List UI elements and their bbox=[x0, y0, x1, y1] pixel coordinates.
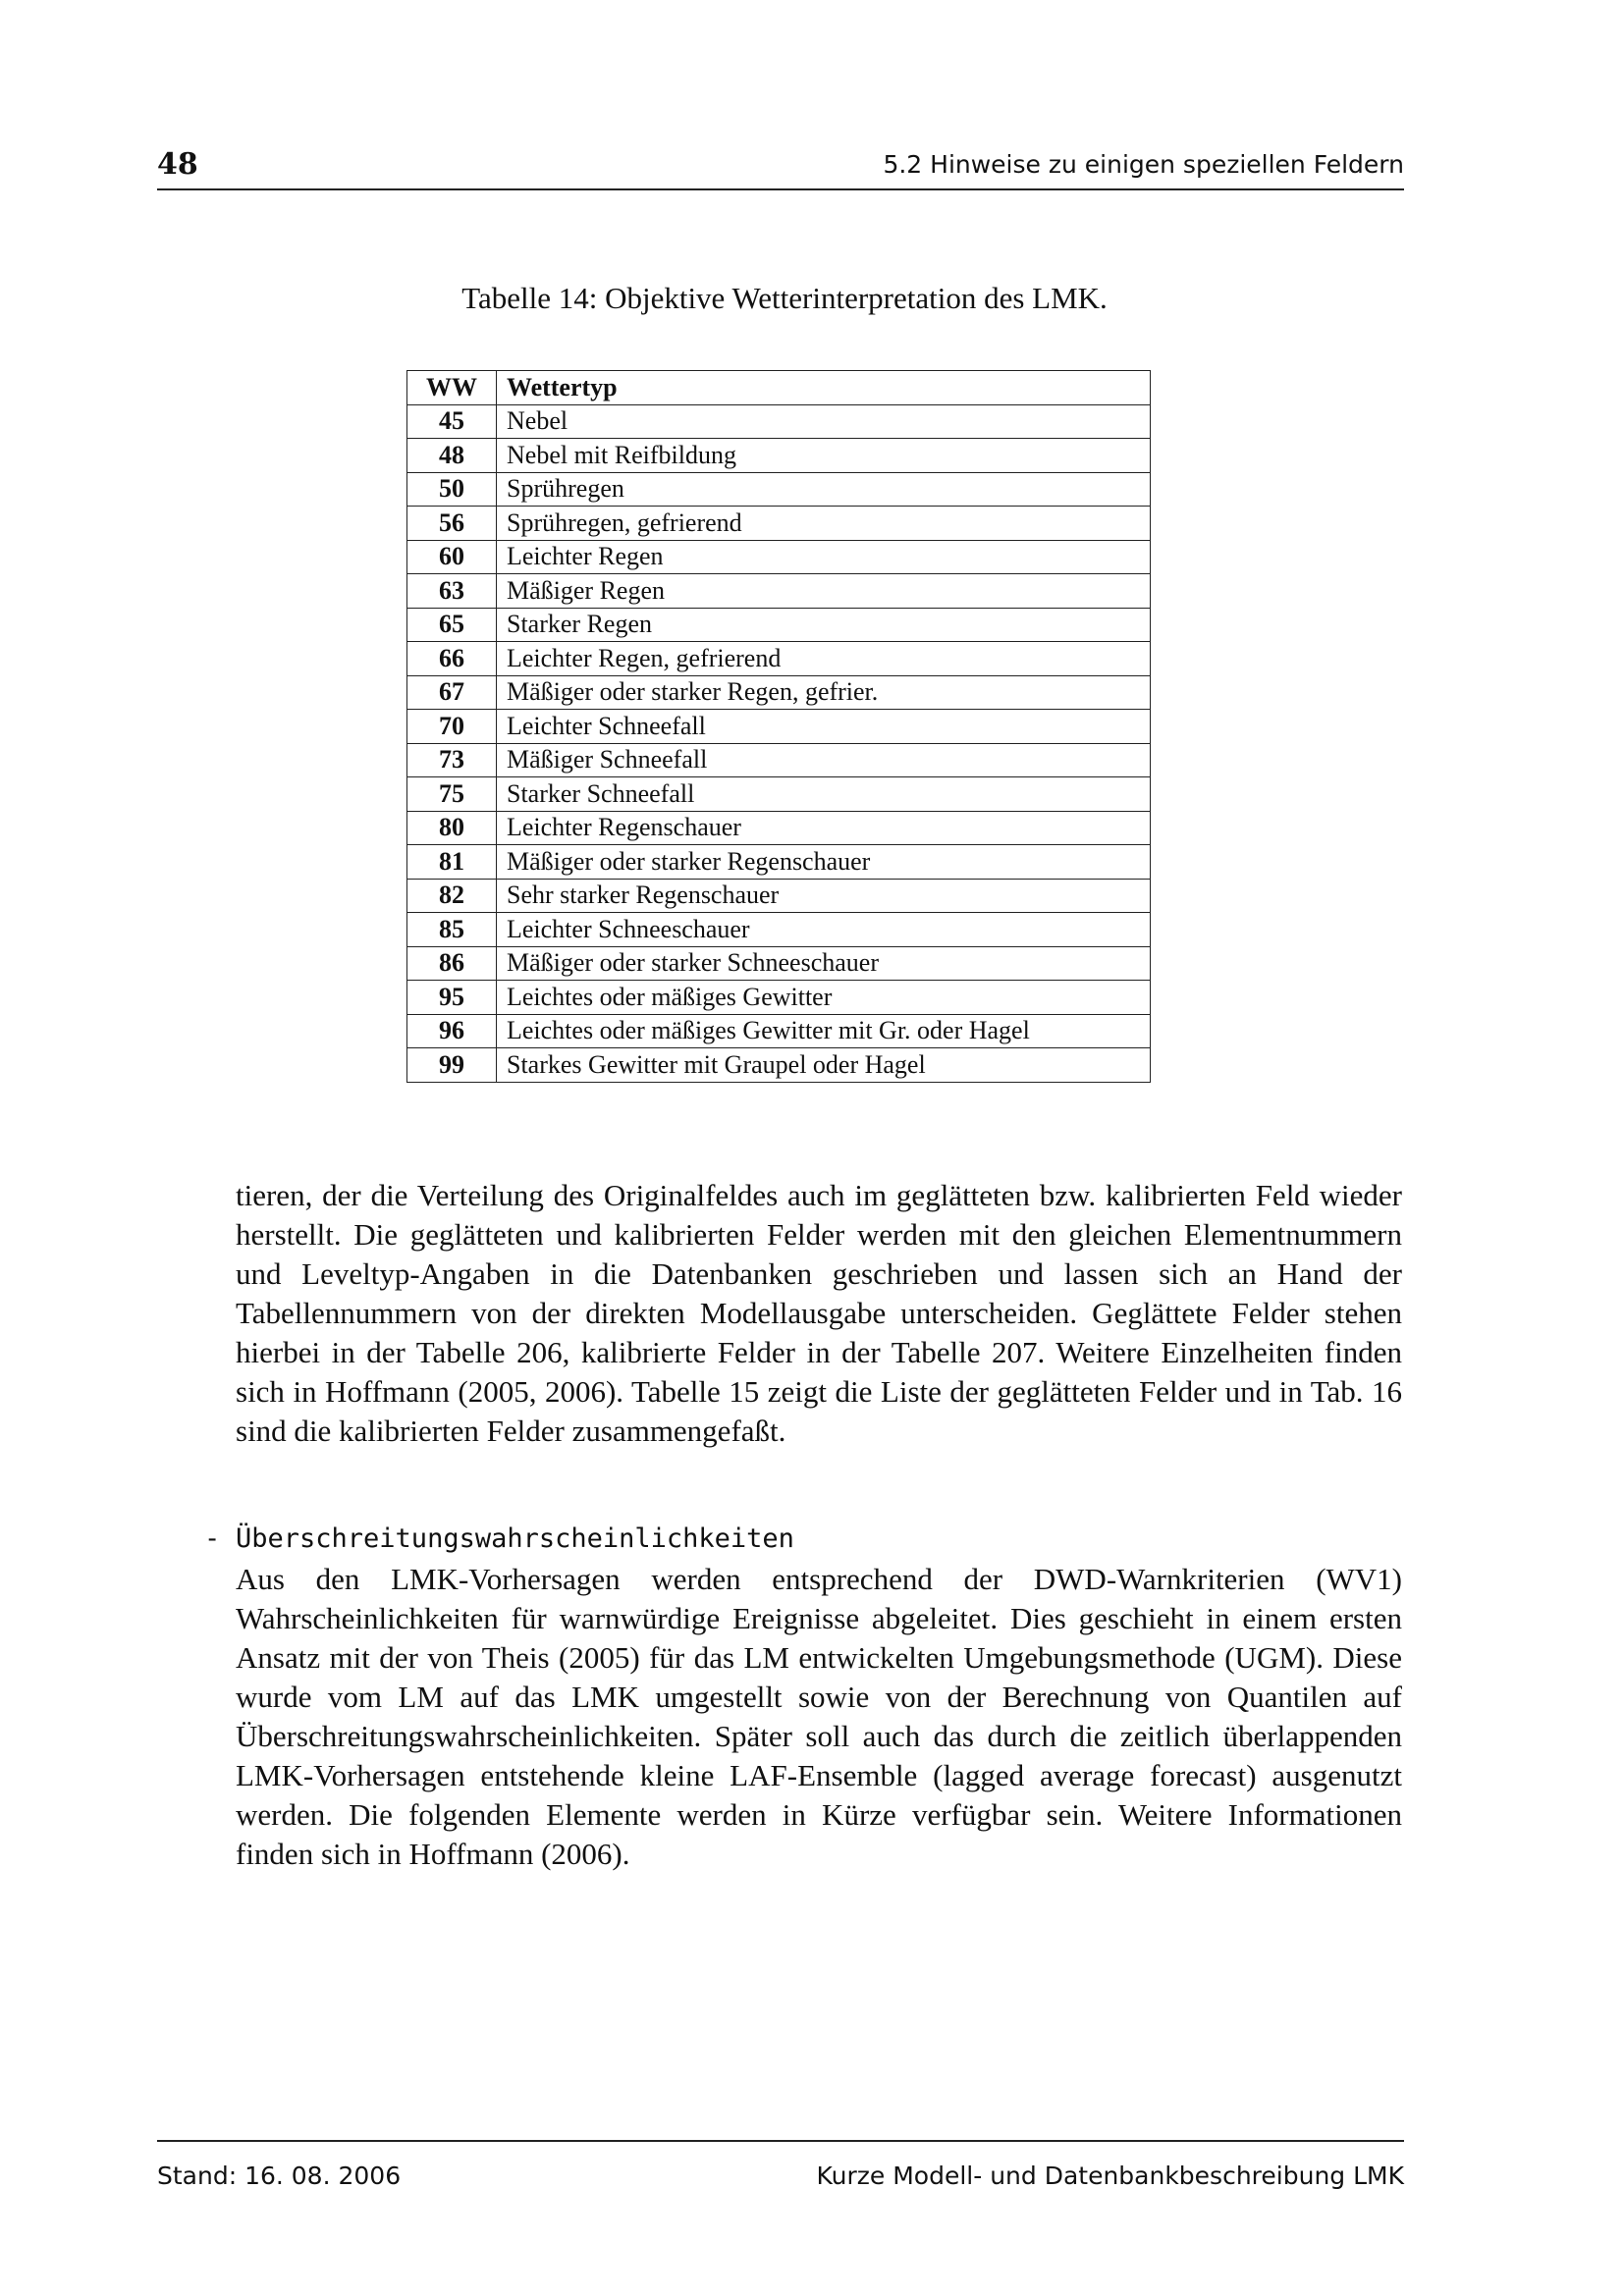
table-row bbox=[407, 608, 1151, 642]
bullet-heading: Überschreitungswahrscheinlichkeiten bbox=[236, 1523, 794, 1554]
table-row bbox=[407, 710, 1151, 744]
ww-code-cell: 63 bbox=[407, 574, 497, 609]
weather-type-table bbox=[406, 370, 1151, 1083]
weather-type-cell: Leichtes oder mäßiges Gewitter bbox=[497, 981, 1151, 1015]
ww-code-cell: 85 bbox=[407, 913, 497, 947]
page-number: 48 bbox=[157, 147, 198, 182]
weather-type-cell: Mäßiger Regen bbox=[497, 574, 1151, 609]
column-header-ww: WW bbox=[407, 371, 497, 405]
table-row bbox=[407, 777, 1151, 812]
ww-code-cell: 48 bbox=[407, 439, 497, 473]
table-row bbox=[407, 981, 1151, 1015]
table-caption: Tabelle 14: Objektive Wetterinterpretation des LMK. bbox=[461, 281, 1108, 315]
ww-code-cell: 56 bbox=[407, 507, 497, 541]
paragraph-1: tieren, der die Verteilung des Originalfeldes auch im geglätteten bzw. kalibrierten Feld wieder herstellt. Die geglätteten und kalibrierten Felder werden mit den gleichen Elementnummern und Leveltyp-Angaben in die Datenbanken geschrieben und lassen sich an Hand der Tabellennummern von der direkten Modellausgabe unterscheiden. Geglättete Felder stehen hierbei in der Tabelle 206, kalibrierte Felder in der Tabelle 207. Weitere Einzelheiten finden sich in Hoffmann (2005, 2006). Tabelle 15 zeigt die Liste der geglätteten Felder und in Tab. 16 sind die kalibrierten Felder zusammengefaßt. bbox=[236, 1178, 1402, 1448]
weather-type-cell: Leichter Regenschauer bbox=[497, 811, 1151, 845]
weather-type-cell: Mäßiger oder starker Schneeschauer bbox=[497, 946, 1151, 981]
ww-code-cell: 65 bbox=[407, 608, 497, 642]
table-header-row bbox=[407, 371, 1151, 405]
ww-code-cell: 96 bbox=[407, 1014, 497, 1048]
table-row bbox=[407, 743, 1151, 777]
table-row bbox=[407, 642, 1151, 676]
ww-code-cell: 50 bbox=[407, 472, 497, 507]
ww-code-cell: 80 bbox=[407, 811, 497, 845]
ww-code-cell: 70 bbox=[407, 710, 497, 744]
ww-code-cell: 95 bbox=[407, 981, 497, 1015]
table-row bbox=[407, 472, 1151, 507]
ww-code-cell: 73 bbox=[407, 743, 497, 777]
weather-type-cell: Sprühregen, gefrierend bbox=[497, 507, 1151, 541]
paragraph-2: Aus den LMK-Vorhersagen werden entsprechend der DWD-Warnkriterien (WV1) Wahrscheinlichkeiten für warnwürdige Ereignisse abgeleitet. Dies geschieht in einem ersten Ansatz mit der von Theis (2005) für das LM entwickelten Umgebungsmethode (UGM). Diese wurde vom LM auf das LMK umgestellt sowie von der Berechnung von Quantilen auf Überschreitungswahrscheinlichkeiten. Später soll auch das durch die zeitlich überlappenden LMK-Vorhersagen entstehende kleine LAF-Ensemble (lagged average forecast) ausgenutzt werden. Die folgenden Elemente werden in Kürze verfügbar sein. Weitere Informationen finden sich in Hoffmann (2006). bbox=[236, 1562, 1402, 1871]
table-row bbox=[407, 946, 1151, 981]
table-row bbox=[407, 675, 1151, 710]
weather-type-cell: Leichtes oder mäßiges Gewitter mit Gr. oder Hagel bbox=[497, 1014, 1151, 1048]
page-footer bbox=[157, 2140, 1404, 2201]
ww-code-cell: 66 bbox=[407, 642, 497, 676]
ww-code-cell: 99 bbox=[407, 1048, 497, 1083]
table-row bbox=[407, 879, 1151, 913]
ww-code-cell: 45 bbox=[407, 404, 497, 439]
page-header bbox=[157, 145, 1404, 190]
table-row bbox=[407, 913, 1151, 947]
weather-type-cell: Starkes Gewitter mit Graupel oder Hagel bbox=[497, 1048, 1151, 1083]
table-row bbox=[407, 404, 1151, 439]
table-row bbox=[407, 439, 1151, 473]
table-body bbox=[407, 404, 1151, 1082]
section-title: 5.2 Hinweise zu einigen speziellen Feldern bbox=[883, 150, 1404, 179]
table-row bbox=[407, 540, 1151, 574]
weather-type-cell: Sprühregen bbox=[497, 472, 1151, 507]
table-row bbox=[407, 1048, 1151, 1083]
weather-type-cell: Starker Regen bbox=[497, 608, 1151, 642]
weather-type-cell: Leichter Schneeschauer bbox=[497, 913, 1151, 947]
ww-code-cell: 60 bbox=[407, 540, 497, 574]
weather-type-cell: Mäßiger oder starker Regenschauer bbox=[497, 845, 1151, 880]
weather-type-cell: Mäßiger Schneefall bbox=[497, 743, 1151, 777]
ww-code-cell: 67 bbox=[407, 675, 497, 710]
weather-type-cell: Mäßiger oder starker Regen, gefrier. bbox=[497, 675, 1151, 710]
weather-type-cell: Leichter Schneefall bbox=[497, 710, 1151, 744]
weather-type-cell: Nebel bbox=[497, 404, 1151, 439]
table-row bbox=[407, 574, 1151, 609]
table-row bbox=[407, 1014, 1151, 1048]
ww-code-cell: 82 bbox=[407, 879, 497, 913]
weather-type-cell: Leichter Regen bbox=[497, 540, 1151, 574]
column-header-wettertyp: Wettertyp bbox=[497, 371, 1151, 405]
footer-date: Stand: 16. 08. 2006 bbox=[157, 2162, 402, 2190]
ww-code-cell: 86 bbox=[407, 946, 497, 981]
weather-type-cell: Leichter Regen, gefrierend bbox=[497, 642, 1151, 676]
footer-doc-title: Kurze Modell- und Datenbankbeschreibung LMK bbox=[816, 2162, 1404, 2190]
bullet-marker: - bbox=[204, 1523, 221, 1554]
weather-type-cell: Starker Schneefall bbox=[497, 777, 1151, 812]
weather-type-cell: Sehr starker Regenschauer bbox=[497, 879, 1151, 913]
table-row bbox=[407, 507, 1151, 541]
table-row bbox=[407, 811, 1151, 845]
ww-code-cell: 75 bbox=[407, 777, 497, 812]
ww-code-cell: 81 bbox=[407, 845, 497, 880]
table-row bbox=[407, 845, 1151, 880]
weather-type-cell: Nebel mit Reifbildung bbox=[497, 439, 1151, 473]
